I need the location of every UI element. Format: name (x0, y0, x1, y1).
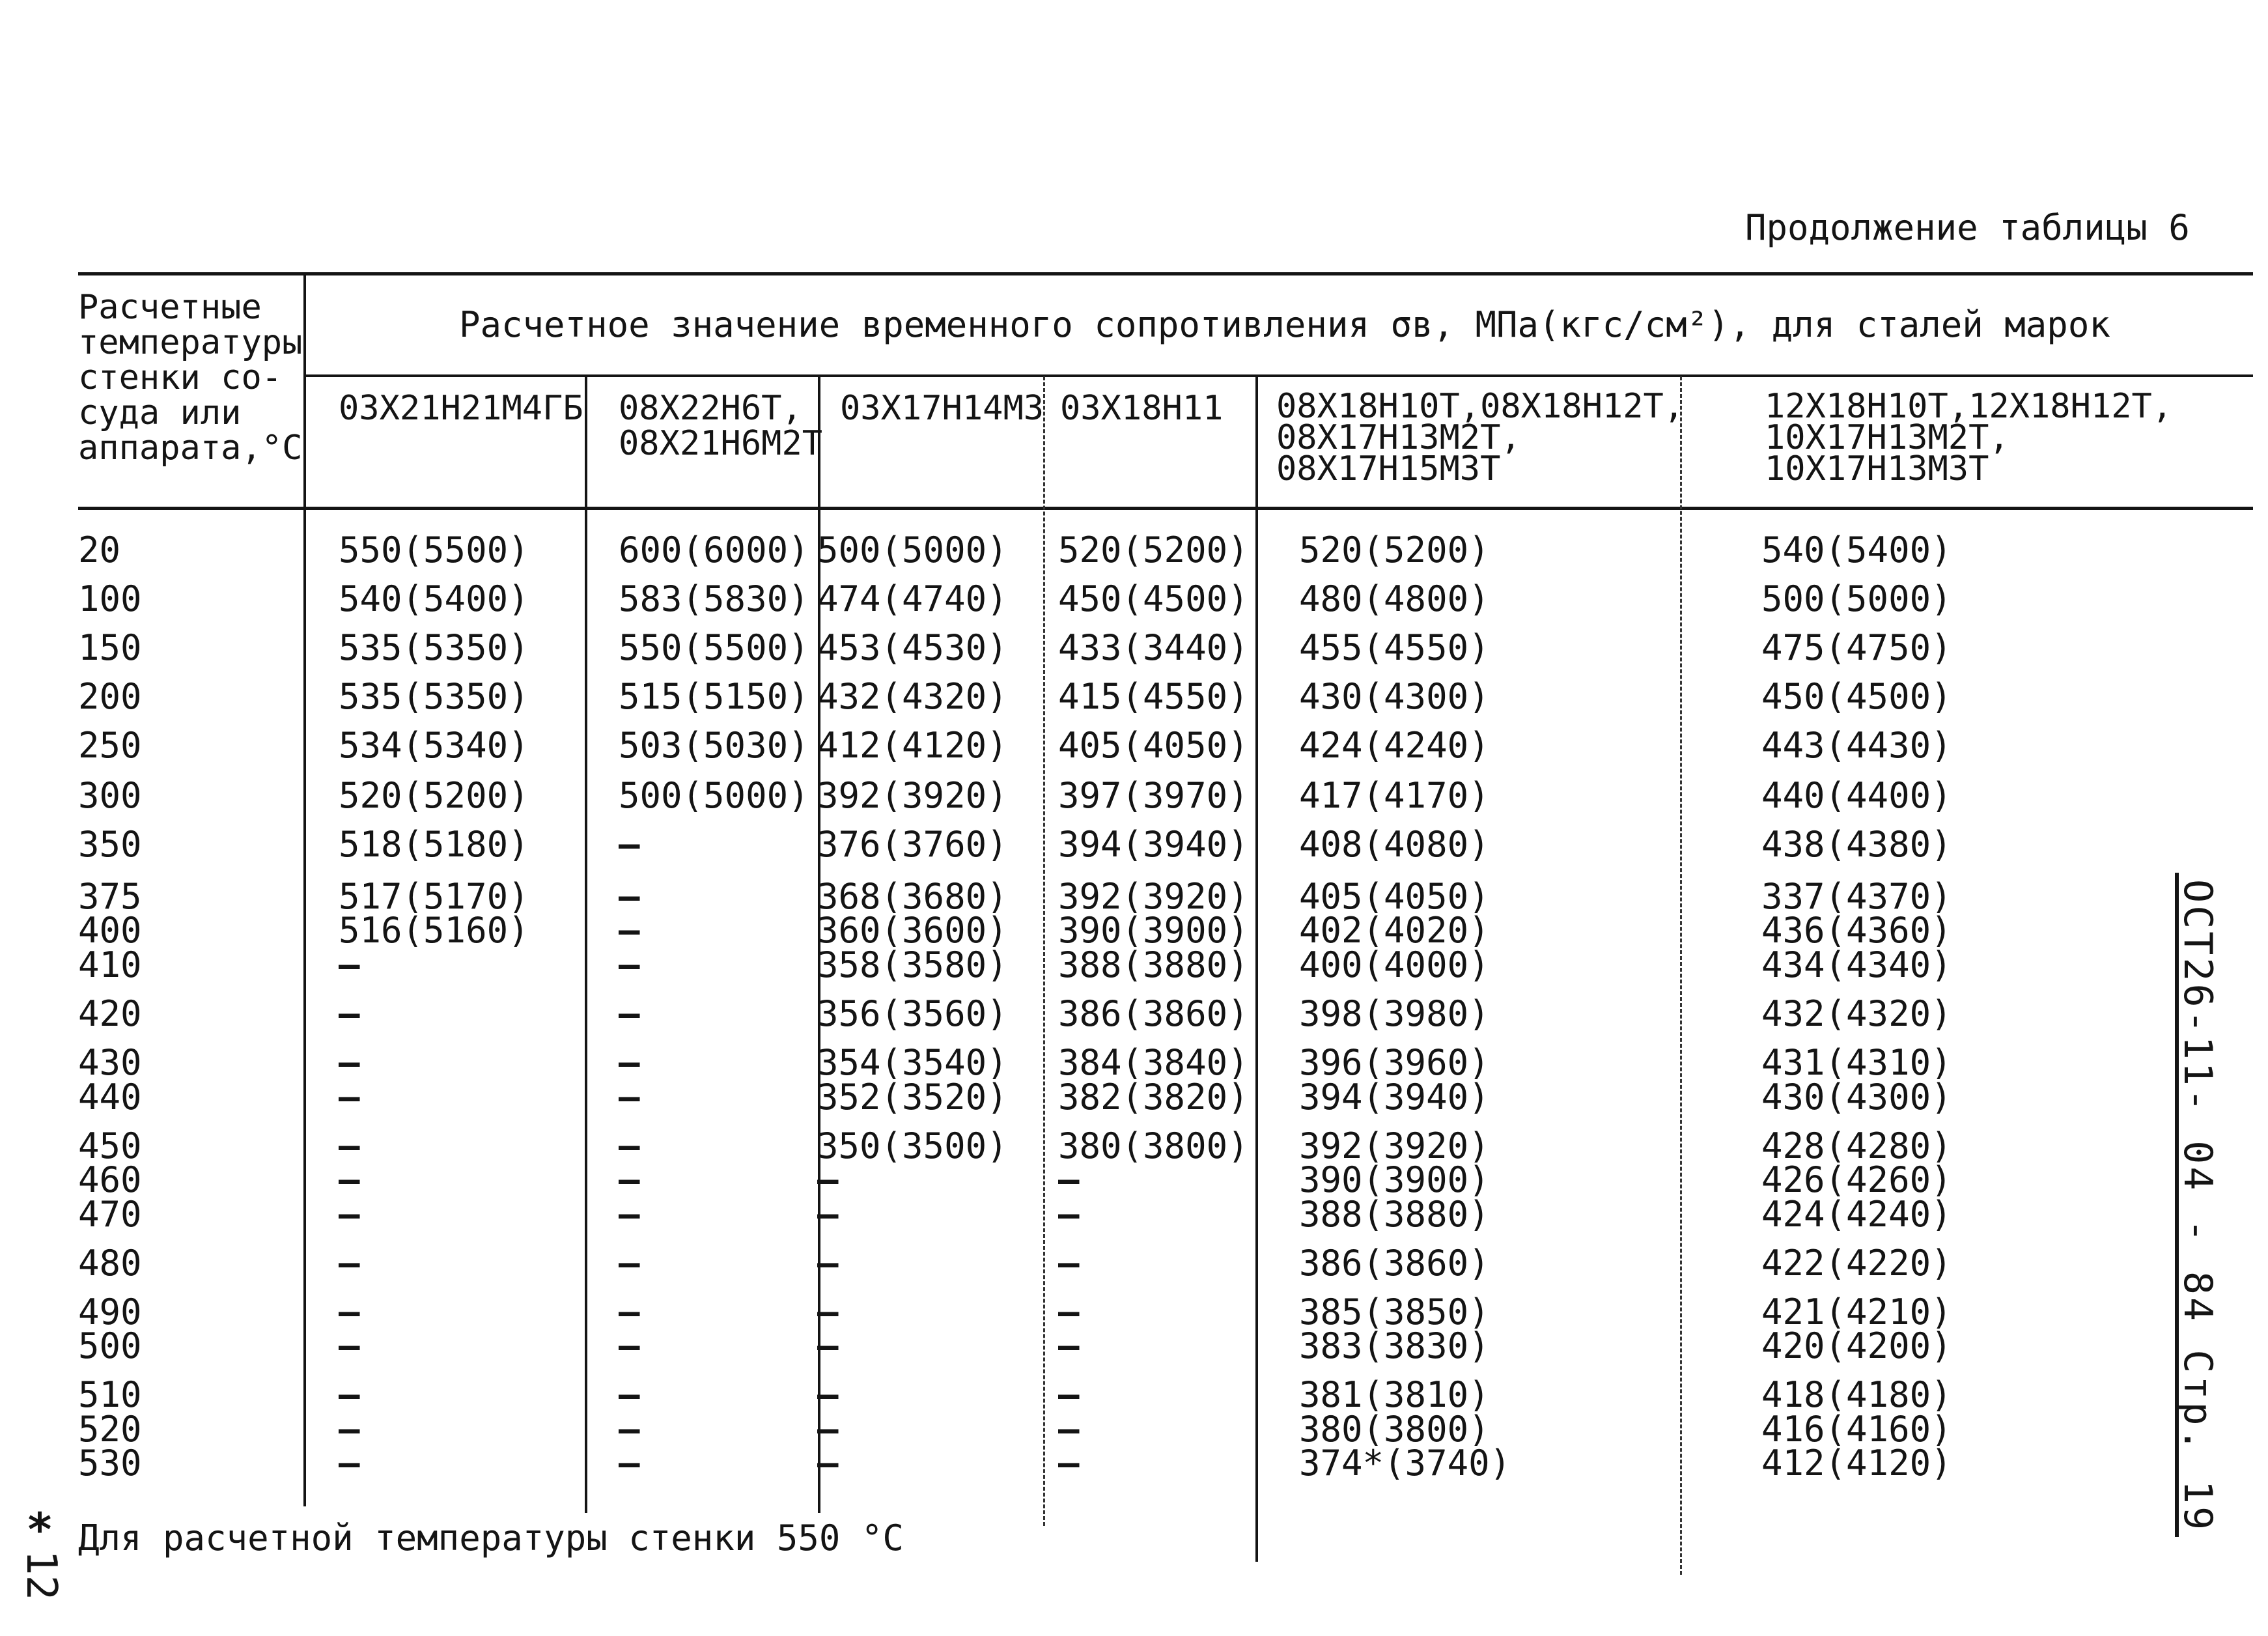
strength-value-cell: 500(5000) (619, 775, 809, 816)
strength-value-cell: – (1058, 1243, 1080, 1284)
strength-value-cell: 392(3920) (1299, 1125, 1490, 1166)
strength-value-cell: – (619, 1409, 640, 1450)
strength-value-cell: 350(3500) (817, 1125, 1008, 1166)
strength-value-cell: 535(5350) (339, 627, 529, 668)
strength-value-cell: – (339, 1409, 360, 1450)
temperature-cell: 250 (78, 725, 142, 766)
strength-value-cell: 520(5200) (1058, 529, 1249, 571)
col-divider-4 (1255, 376, 1258, 1562)
strength-value-cell: 430(4300) (1299, 676, 1490, 717)
strength-value-cell: 535(5350) (339, 676, 529, 717)
strength-value-cell: 380(3800) (1058, 1125, 1249, 1166)
strength-value-cell: 400(4000) (1299, 944, 1490, 985)
strength-value-cell: 453(4530) (817, 627, 1008, 668)
strength-value-cell: 416(4160) (1761, 1409, 1952, 1450)
steel-name: 10Х17Н13М3Т (1765, 449, 1989, 488)
temperature-cell: 375 (78, 876, 142, 917)
strength-value-cell: – (619, 1077, 640, 1118)
strength-value-cell: 381(3810) (1299, 1374, 1490, 1415)
steel-name: 08Х21Н6М2Т (619, 424, 823, 463)
strength-value-cell: 443(4430) (1761, 725, 1952, 766)
temperature-cell: 150 (78, 627, 142, 668)
strength-value-cell: 438(4380) (1761, 824, 1952, 865)
strength-value-cell: – (817, 1291, 839, 1333)
temperature-cell: 480 (78, 1243, 142, 1284)
strength-value-cell: – (817, 1409, 839, 1450)
temperature-cell: 470 (78, 1194, 142, 1235)
strength-value-cell: 388(3880) (1058, 944, 1249, 985)
strength-value-cell: – (1058, 1443, 1080, 1484)
strength-value-cell: 352(3520) (817, 1077, 1008, 1118)
steel-name: 08Х17Н13М2Т, (1276, 418, 1521, 457)
strength-value-cell: 356(3560) (817, 993, 1008, 1034)
strength-value-cell: 433(3440) (1058, 627, 1249, 668)
strength-value-cell: – (1058, 1374, 1080, 1415)
strength-value-cell: 408(4080) (1299, 824, 1490, 865)
strength-value-cell: – (339, 1443, 360, 1484)
strength-value-cell: 431(4310) (1761, 1042, 1952, 1083)
temp-col-divider (303, 272, 306, 1506)
strength-value-cell: – (339, 1159, 360, 1200)
temperature-cell: 350 (78, 824, 142, 865)
strength-value-cell: 520(5200) (1299, 529, 1490, 571)
strength-value-cell: – (619, 1125, 640, 1166)
strength-value-cell: – (619, 1159, 640, 1200)
temperature-cell: 530 (78, 1443, 142, 1484)
strength-value-cell: 474(4740) (817, 578, 1008, 619)
steel-name: 08Х22Н6Т, (619, 389, 802, 428)
temperature-cell: 450 (78, 1125, 142, 1166)
strength-value-cell: – (817, 1374, 839, 1415)
strength-value-cell: 368(3680) (817, 876, 1008, 917)
strength-value-cell: 550(5500) (619, 627, 809, 668)
strength-value-cell: – (339, 1374, 360, 1415)
temperature-cell: 510 (78, 1374, 142, 1415)
steel-name: 08Х17Н15М3Т (1276, 449, 1501, 488)
strength-value-cell: – (339, 1077, 360, 1118)
strength-value-cell: 382(3820) (1058, 1077, 1249, 1118)
temp-header-line: аппарата,°C (78, 429, 303, 468)
strength-value-cell: 392(3920) (817, 775, 1008, 816)
strength-value-cell: 434(4340) (1761, 944, 1952, 985)
strength-value-cell: 396(3960) (1299, 1042, 1490, 1083)
strength-value-cell: 358(3580) (817, 944, 1008, 985)
strength-value-cell: 360(3600) (817, 910, 1008, 951)
strength-value-cell: 422(4220) (1761, 1243, 1952, 1284)
strength-value-cell: 534(5340) (339, 725, 529, 766)
temperature-cell: 500 (78, 1325, 142, 1366)
strength-value-cell: 475(4750) (1761, 627, 1952, 668)
strength-value-cell: – (619, 1194, 640, 1235)
strength-value-cell: 383(3830) (1299, 1325, 1490, 1366)
strength-value-cell: – (339, 993, 360, 1034)
strength-value-cell: 450(4500) (1761, 676, 1952, 717)
strength-value-cell: – (1058, 1325, 1080, 1366)
strength-value-cell: 430(4300) (1761, 1077, 1952, 1118)
strength-value-cell: 424(4240) (1761, 1194, 1952, 1235)
strength-value-cell: – (817, 1243, 839, 1284)
steel-header-6 (1765, 387, 2173, 488)
temperature-cell: 100 (78, 578, 142, 619)
temperature-cell: 400 (78, 910, 142, 951)
footnote-asterisk: * (26, 1503, 54, 1557)
strength-value-cell: 518(5180) (339, 824, 529, 865)
strength-value-cell: – (619, 876, 640, 917)
strength-value-cell: 412(4120) (1761, 1443, 1952, 1484)
strength-value-cell: 516(5160) (339, 910, 529, 951)
strength-value-cell: 354(3540) (817, 1042, 1008, 1083)
strength-value-cell: 600(6000) (619, 529, 809, 571)
strength-value-cell: 421(4210) (1761, 1291, 1952, 1333)
strength-value-cell: 520(5200) (339, 775, 529, 816)
temp-header-line: стенки со- (78, 358, 283, 397)
steel-name: 03Х17Н14М3 (840, 389, 1044, 428)
strength-value-cell: – (619, 1374, 640, 1415)
strength-value-cell: 415(4550) (1058, 676, 1249, 717)
strength-value-cell: 503(5030) (619, 725, 809, 766)
strength-value-cell: – (339, 944, 360, 985)
steel-header-4 (1060, 391, 1223, 426)
temperature-cell: 20 (78, 529, 121, 571)
strength-value-cell: 386(3860) (1058, 993, 1249, 1034)
strength-value-cell: 583(5830) (619, 578, 809, 619)
steel-header-2 (619, 391, 822, 461)
temp-header-line: температуры (78, 323, 303, 362)
strength-value-cell: 402(4020) (1299, 910, 1490, 951)
strength-value-cell: 436(4360) (1761, 910, 1952, 951)
strength-value-cell: – (817, 1325, 839, 1366)
strength-value-cell: – (339, 1243, 360, 1284)
steel-header-5 (1276, 387, 1685, 488)
strength-value-cell: 480(4800) (1299, 578, 1490, 619)
strength-value-cell: 390(3900) (1058, 910, 1249, 951)
strength-value-cell: 517(5170) (339, 876, 529, 917)
strength-value-cell: – (619, 824, 640, 865)
strength-value-cell: 390(3900) (1299, 1159, 1490, 1200)
strength-value-cell: – (339, 1194, 360, 1235)
strength-value-cell: 397(3970) (1058, 775, 1249, 816)
strength-value-cell: 418(4180) (1761, 1374, 1952, 1415)
strength-value-cell: 426(4260) (1761, 1159, 1952, 1200)
temperature-cell: 520 (78, 1409, 142, 1450)
strength-value-cell: 420(4200) (1761, 1325, 1952, 1366)
strength-value-cell: – (339, 1125, 360, 1166)
temperature-cell: 200 (78, 676, 142, 717)
strength-value-cell: 384(3840) (1058, 1042, 1249, 1083)
strength-value-cell: 432(4320) (1761, 993, 1952, 1034)
steel-header-3 (840, 391, 1044, 426)
strength-value-cell: 455(4550) (1299, 627, 1490, 668)
strength-value-cell: – (619, 910, 640, 951)
table-caption: Продолжение таблицы 6 (1745, 207, 2190, 248)
steel-name: 10Х17Н13М2Т, (1765, 418, 2009, 457)
temperature-cell: 410 (78, 944, 142, 985)
steel-header-1 (339, 391, 583, 426)
temperature-cell: 440 (78, 1077, 142, 1118)
temp-header-line: Расчетные (78, 288, 262, 327)
strength-value-cell: 386(3860) (1299, 1243, 1490, 1284)
temperature-cell: 420 (78, 993, 142, 1034)
strength-value-cell: 540(5400) (1761, 529, 1952, 571)
temperature-cell: 300 (78, 775, 142, 816)
steel-name: 12Х18Н10Т,12Х18Н12Т, (1765, 387, 2173, 426)
strength-value-cell: – (339, 1325, 360, 1366)
subheader-rule (306, 374, 2253, 377)
strength-value-cell: 417(4170) (1299, 775, 1490, 816)
strength-value-cell: 405(4050) (1058, 725, 1249, 766)
steel-name: 08Х18Н10Т,08Х18Н12Т, (1276, 387, 1685, 426)
header-bottom-rule (78, 507, 2253, 510)
strength-value-cell: 392(3920) (1058, 876, 1249, 917)
strength-value-cell: – (817, 1194, 839, 1235)
strength-value-cell: 440(4400) (1761, 775, 1952, 816)
strength-value-cell: – (619, 993, 640, 1034)
strength-value-cell: 385(3850) (1299, 1291, 1490, 1333)
temp-header (78, 290, 302, 466)
strength-value-cell: 500(5000) (817, 529, 1008, 571)
strength-value-cell: 374*(3740) (1299, 1443, 1511, 1484)
steel-name: 03Х18Н11 (1060, 389, 1224, 428)
strength-value-cell: – (1058, 1159, 1080, 1200)
strength-value-cell: 500(5000) (1761, 578, 1952, 619)
temperature-cell: 490 (78, 1291, 142, 1333)
strength-value-cell: 394(3940) (1299, 1077, 1490, 1118)
strength-value-cell: 432(4320) (817, 676, 1008, 717)
strength-value-cell: 388(3880) (1299, 1194, 1490, 1235)
strength-value-cell: – (817, 1443, 839, 1484)
strength-value-cell: 428(4280) (1761, 1125, 1952, 1166)
strength-value-cell: 450(4500) (1058, 578, 1249, 619)
strength-value-cell: 412(4120) (817, 725, 1008, 766)
strength-value-cell: – (619, 1325, 640, 1366)
strength-value-cell: – (339, 1291, 360, 1333)
strength-value-cell: 405(4050) (1299, 876, 1490, 917)
strength-value-cell: 540(5400) (339, 578, 529, 619)
strength-value-cell: – (619, 1243, 640, 1284)
temp-header-line: суда или (78, 393, 242, 432)
temperature-cell: 430 (78, 1042, 142, 1083)
col-divider-1 (585, 376, 587, 1513)
steel-name: 03Х21Н21М4ГБ (339, 389, 583, 428)
handwritten-page-number: 12 (17, 1550, 65, 1601)
strength-value-cell: 398(3980) (1299, 993, 1490, 1034)
footnote: Для расчетной температуры стенки 550 °C (78, 1517, 904, 1558)
strength-value-cell: – (1058, 1194, 1080, 1235)
temperature-cell: 460 (78, 1159, 142, 1200)
strength-value-cell: – (817, 1159, 839, 1200)
col-divider-5 (1680, 376, 1682, 1575)
side-document-code: ОСТ26-11- 04 - 84 Стр. 19 (2175, 879, 2220, 1533)
strength-value-cell: – (619, 1291, 640, 1333)
strength-value-cell: 380(3800) (1299, 1409, 1490, 1450)
strength-value-cell: 515(5150) (619, 676, 809, 717)
col-divider-3 (1043, 376, 1045, 1526)
strength-value-cell: 394(3940) (1058, 824, 1249, 865)
table-top-rule (78, 272, 2253, 275)
strength-value-cell: – (1058, 1291, 1080, 1333)
strength-value-cell: 550(5500) (339, 529, 529, 571)
strength-value-cell: 376(3760) (817, 824, 1008, 865)
strength-value-cell: 337(4370) (1761, 876, 1952, 917)
strength-value-cell: – (619, 944, 640, 985)
strength-value-cell: – (619, 1042, 640, 1083)
strength-value-cell: – (339, 1042, 360, 1083)
strength-value-cell: 424(4240) (1299, 725, 1490, 766)
strength-value-cell: – (619, 1443, 640, 1484)
span-title: Расчетное значение временного сопротивления σв, МПа(кгс/см²), для сталей марок (459, 304, 2110, 345)
strength-value-cell: – (1058, 1409, 1080, 1450)
